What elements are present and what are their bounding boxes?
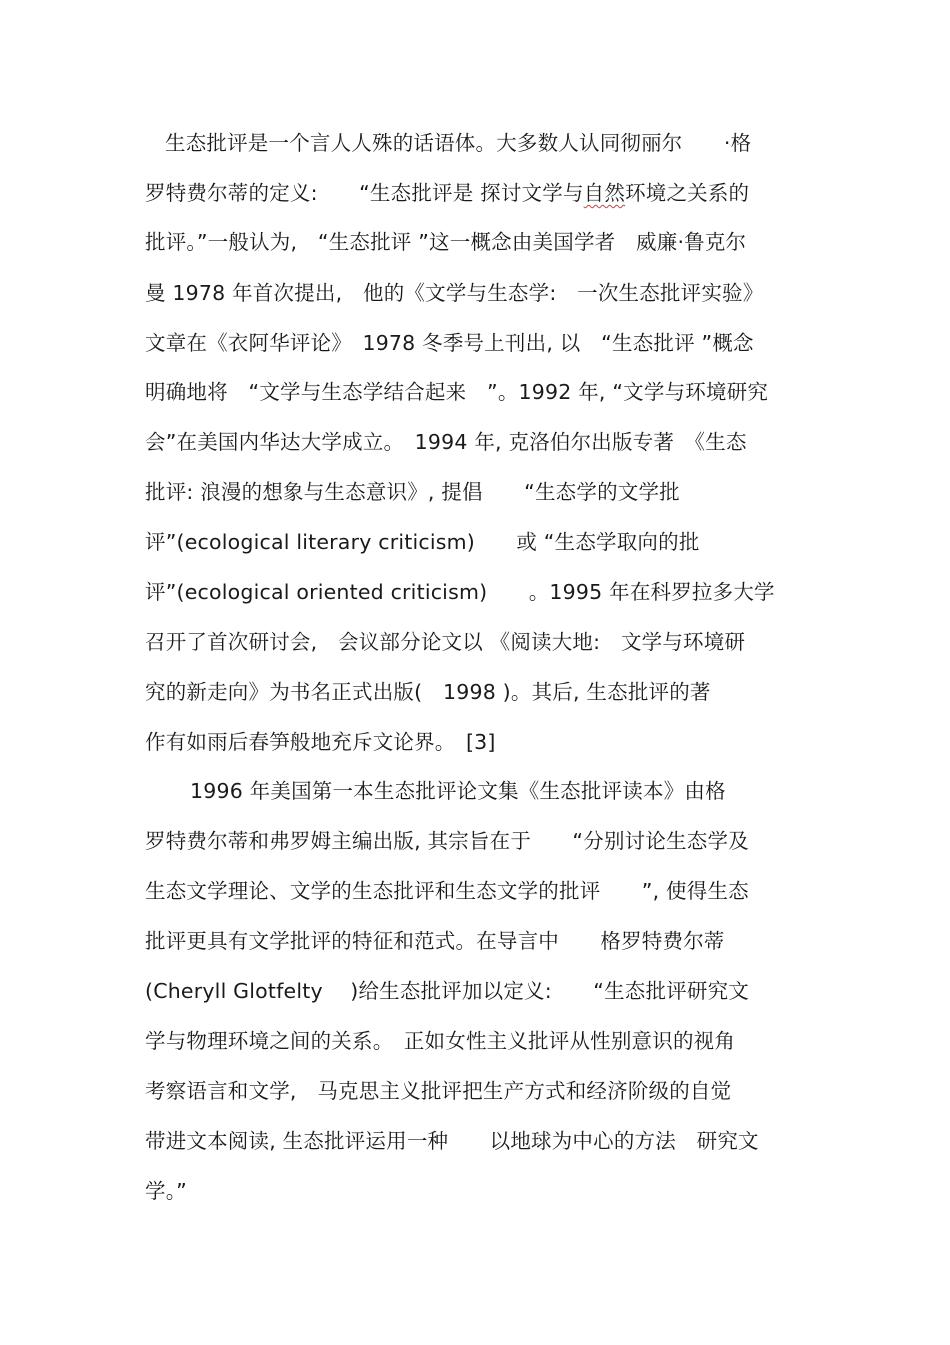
text-line: 曼 1978 年首次提出, 他的《文学与生态学: 一次生态批评实验》 xyxy=(145,281,764,305)
text-line: 召开了首次研讨会, 会议部分论文以 《阅读大地: 文学与环境研 xyxy=(145,630,746,654)
text-line: 评”(ecological literary criticism) 或 “生态学取向的批 xyxy=(145,530,700,554)
text-line: 批评: 浪漫的想象与生态意识》, 提倡 “生态学的文学批 xyxy=(145,480,680,504)
text-line: 考察语言和文学, 马克思主义批评把生产方式和经济阶级的自觉 xyxy=(145,1079,732,1103)
text-line: 带进文本阅读, 生态批评运用一种 以地球为中心的方法 研究文 xyxy=(145,1129,759,1153)
text-line: 评”(ecological oriented criticism) 。1995 年在科罗拉多大学 xyxy=(145,580,775,604)
spellcheck-underline: 自然 xyxy=(583,181,626,205)
text-line: 究的新走向》为书名正式出版( 1998 )。其后, 生态批评的著 xyxy=(145,680,711,704)
text-line: 生态文学理论、文学的生态批评和生态文学的批评 ”, 使得生态 xyxy=(145,879,749,903)
text-line: 批评。”一般认为, “生态批评 ”这一概念由美国学者 威廉·鲁克尔 xyxy=(145,230,747,254)
text-line: 作有如雨后春笋般地充斥文论界。 [3] xyxy=(145,730,496,754)
text-line: 文章在《衣阿华评论》 1978 冬季号上刊出, 以 “生态批评 ”概念 xyxy=(145,331,754,355)
text-line xyxy=(145,179,810,207)
text-line: 生态批评是一个言人人殊的话语体。大多数人认同彻丽尔 ·格 xyxy=(165,131,752,155)
text-line-part: 罗特费尔蒂的定义: “生态批评是 探讨文学与 xyxy=(145,181,584,205)
text-line: 会”在美国内华达大学成立。 1994 年, 克洛伯尔出版专著 《生态 xyxy=(145,430,747,454)
text-line: 明确地将 “文学与生态学结合起来 ”。1992 年, “文学与环境研究 xyxy=(145,380,769,404)
text-line-part: 环境之关系的 xyxy=(625,181,750,205)
text-line: 学。” xyxy=(145,1179,187,1203)
text-line: (Cheryll Glotfelty )给生态批评加以定义: “生态批评研究文 xyxy=(145,979,749,1003)
text-line: 学与物理环境之间的关系。 正如女性主义批评从性别意识的视角 xyxy=(145,1029,736,1053)
text-line: 罗特费尔蒂和弗罗姆主编出版, 其宗旨在于 “分别讨论生态学及 xyxy=(145,829,749,853)
text-line: 1996 年美国第一本生态批评论文集《生态批评读本》由格 xyxy=(190,779,726,803)
text-line: 批评更具有文学批评的特征和范式。在导言中 格罗特费尔蒂 xyxy=(145,929,725,953)
